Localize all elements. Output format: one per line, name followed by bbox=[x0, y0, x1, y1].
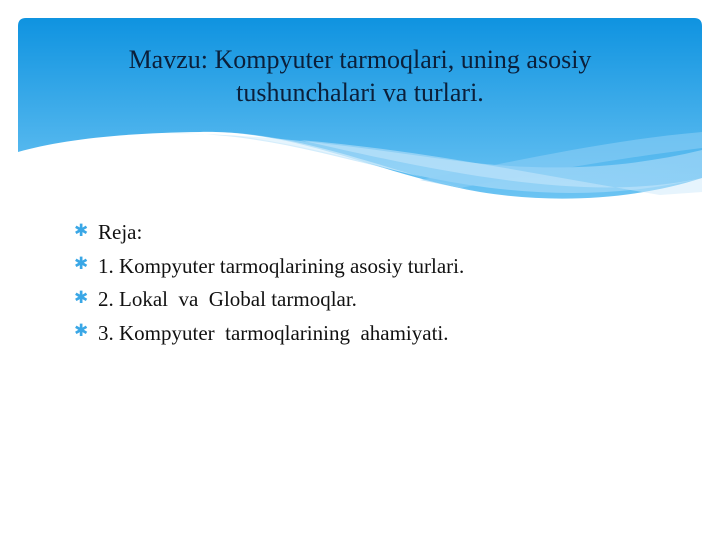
slide-title-line-1: Mavzu: Kompyuter tarmoqlari, uning asosiy bbox=[128, 45, 592, 74]
bullet-text: 1. Kompyuter tarmoqlarining asosiy turlari. bbox=[98, 253, 465, 278]
bullet-text: 3. Kompyuter tarmoqlarining ahamiyati. bbox=[98, 320, 449, 345]
list-item bbox=[74, 216, 464, 250]
asterisk-icon: ✱ bbox=[74, 254, 89, 275]
list-item bbox=[74, 250, 464, 284]
asterisk-icon: ✱ bbox=[74, 220, 89, 241]
bullet-list bbox=[74, 216, 464, 350]
slide-title bbox=[60, 43, 660, 109]
asterisk-icon: ✱ bbox=[74, 287, 89, 308]
bullet-text: 2. Lokal va Global tarmoqlar. bbox=[98, 287, 357, 312]
bullet-text: Reja: bbox=[98, 220, 143, 245]
slide-title-line-2: tushunchalari va turlari. bbox=[236, 78, 484, 107]
list-item bbox=[74, 283, 464, 317]
asterisk-icon: ✱ bbox=[74, 321, 89, 342]
list-item bbox=[74, 317, 464, 351]
